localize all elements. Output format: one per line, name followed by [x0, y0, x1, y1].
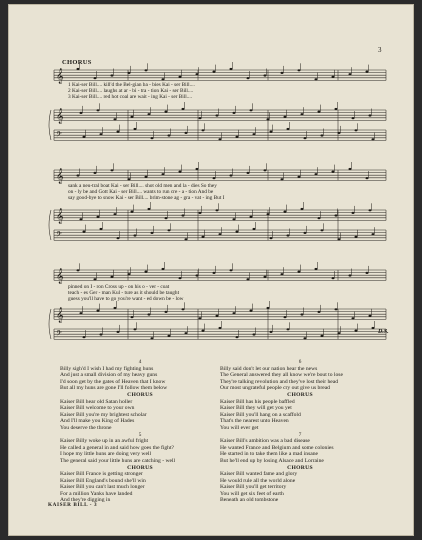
verse-line: He called a general in and said how goes the fight?: [60, 444, 175, 451]
chorus-line: You deserve the throne: [60, 424, 112, 431]
verse-line: Kaiser Billy woke up in an awful fright: [60, 438, 149, 445]
system1-lyrics: [68, 82, 195, 101]
lyric-line: 2 Kai-ser Bill.... laughs at ar - bi - tra - tion Kai - ser Bill....: [68, 88, 194, 95]
chorus-line: Kaiser Bill you'll get territory: [220, 484, 287, 491]
svg-text:𝄢: 𝄢: [56, 231, 62, 241]
chorus-line: That's the nearest unto Heaven: [220, 418, 289, 425]
verse-line: The general said your little huns are catching - well: [60, 457, 176, 464]
verse-line: The General answered they all know we're bout to lose: [220, 372, 343, 379]
chorus-line: Kaiser Bill England's bound she'll win: [60, 477, 146, 484]
verses-right-column: [220, 359, 380, 504]
page-number: 3: [378, 46, 382, 54]
svg-text:𝄢: 𝄢: [56, 330, 62, 340]
chorus-label: CHORUS: [127, 391, 153, 398]
verses-left-column: [60, 359, 220, 504]
svg-text:𝄞: 𝄞: [56, 308, 64, 323]
chorus-line: Kaiser Bill you'll hang on a scaffold: [220, 411, 301, 418]
verse-line: He started in to take them like a mad insane: [220, 451, 319, 458]
verse-number: 5: [138, 431, 142, 438]
system3-lyrics: [68, 284, 183, 303]
chorus-line: For a million Yanks have landed: [60, 490, 133, 497]
chorus-line: Kaiser Bill wanted fame and glory: [220, 471, 298, 478]
chorus-line: Kaiser Bill you can't last much longer: [60, 484, 145, 491]
verse-line: Our most ungrateful people cry out give us bread: [220, 385, 330, 392]
svg-text:𝄞: 𝄞: [56, 209, 64, 224]
verse-line: But all my huns are gone I'll follow them below: [60, 385, 168, 392]
svg-text:𝄞: 𝄞: [56, 269, 64, 284]
lyric-line: on - ly be and Gott Kai - ser Bill.... wants to run cre - a - tion And be: [68, 189, 214, 196]
lyric-line: say good-bye to snow Kai - ser Bill.... brim-stone ag - gra - vat - ing But I: [68, 195, 225, 202]
chorus-line: And they're digging in: [60, 497, 111, 504]
chorus-line: You will ever get: [220, 424, 259, 431]
chorus-line: Kaiser Bill they will get you yet: [220, 405, 292, 412]
svg-text:𝄞: 𝄞: [56, 169, 64, 184]
lyric-line: guess you'll have to go you're want - ed down be - low: [68, 296, 184, 303]
chorus-line: And I'll make you King of Hades: [60, 418, 135, 425]
verse-line: Billy said don't let our nation hear the news: [220, 365, 318, 372]
verse-line: He wanted France and Belgium and some colonies: [220, 444, 334, 451]
lyric-line: 3 Kai-ser Bill.... red hot coal are wait - ing Kai - ser Bill....: [68, 94, 193, 101]
lyric-line: 1 Kai-ser Bill.... kill'd the Bel-gian ba - bies Kai - ser Bill....: [68, 82, 195, 88]
footer-title: KAISER BILL - 3: [48, 502, 98, 508]
verse-number: 6: [298, 359, 302, 365]
chorus-line: Kaiser Bill welcome to your own: [60, 405, 135, 412]
chorus-line: You will get six feet of earth: [220, 490, 284, 497]
chorus-line: Kaiser Bill hear old Satan holler: [60, 398, 133, 405]
system2-lyrics: [68, 183, 224, 202]
verse-line: I hope my little huns are doing very well: [60, 451, 152, 458]
verse-line: And just a small division of my heavy guns: [60, 372, 158, 379]
chorus-line: He would rule all the world alone: [220, 477, 296, 484]
verse-number: 7: [298, 431, 302, 438]
chorus-line: Kaiser Bill you're my brightest scholar: [60, 411, 147, 418]
svg-text:𝄞: 𝄞: [56, 109, 64, 124]
lyric-line: sank a neu-tral boat Kai - ser Bill.... shot old men and la - dies So they: [68, 183, 217, 189]
ds-marking: D.S.: [378, 329, 389, 335]
svg-text:𝄞: 𝄞: [56, 69, 64, 84]
verse-line: I'd soon get by the gates of Heaven that I know: [60, 378, 166, 385]
verse-line: But he'll end up by losing Alsace and Lorraine: [220, 457, 324, 464]
chorus-label: CHORUS: [287, 391, 313, 398]
verse-number: 4: [138, 359, 142, 365]
sheet-music-page: [8, 4, 414, 536]
chorus-line: Kaiser Bill France is getting stronger: [60, 471, 143, 478]
verse-line: Kaiser Bill's ambition was a bad disease: [220, 438, 310, 445]
chorus-label: CHORUS: [287, 464, 313, 471]
svg-text:𝄢: 𝄢: [56, 131, 62, 141]
chorus-label: CHORUS: [127, 464, 153, 471]
verse-line: They're talking revolution and they've lost their head: [220, 378, 339, 385]
lyric-line: pinned on I - ron Cross up - on his o - ver - coat: [68, 284, 170, 290]
chorus-line: Kaiser Bill has his people baffled: [220, 398, 295, 405]
chorus-heading: CHORUS: [62, 59, 92, 66]
chorus-line: Beneath an old tombstone: [220, 497, 279, 504]
lyric-line: teach - es Ger - man Kul - ture as it should be taught: [68, 290, 180, 297]
verse-line: Billy sigh'd I wish I had my fighting huns: [60, 365, 154, 372]
